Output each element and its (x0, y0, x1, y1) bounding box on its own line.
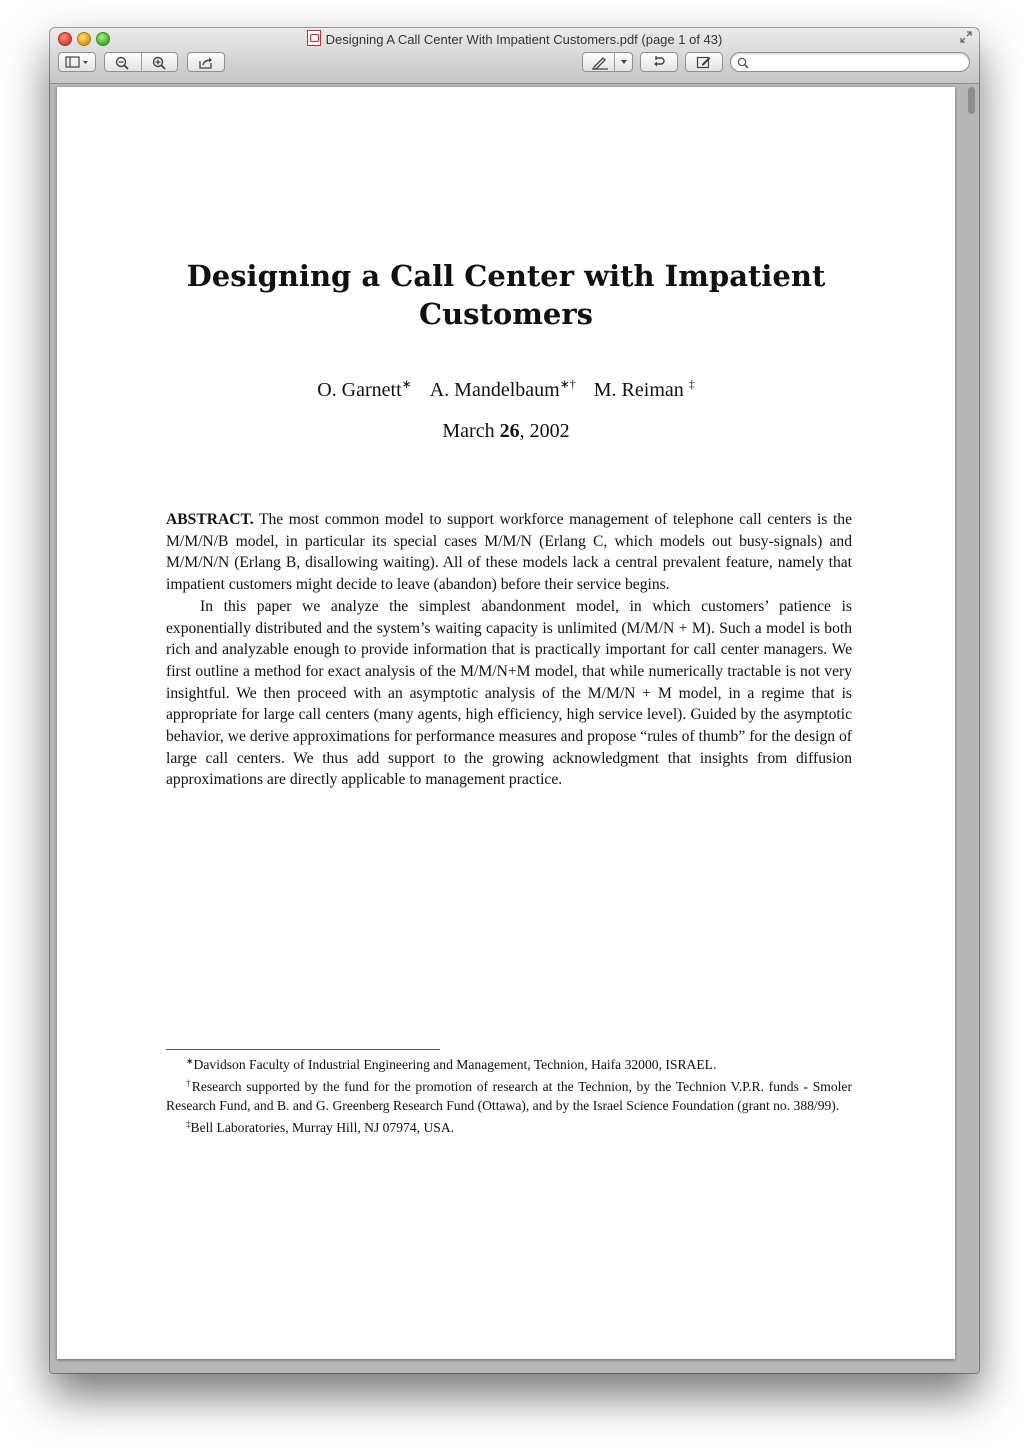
footnote-mark: ∗ (186, 1056, 194, 1066)
author-affiliation-mark: ∗ (401, 377, 412, 391)
zoom-control (104, 52, 178, 72)
author-list (57, 372, 955, 402)
paper-title (57, 257, 955, 333)
footnote-rule (166, 1049, 440, 1050)
annotate-control[interactable] (582, 52, 633, 72)
window-title-area (50, 30, 979, 48)
abstract-paragraph-1 (166, 509, 852, 596)
sidebar-icon (65, 56, 89, 68)
rotate-icon (652, 55, 666, 69)
author-affiliation-mark: ‡ (688, 377, 695, 391)
date-day: 26 (499, 420, 520, 442)
abstract-paragraph-2: In this paper we analyze the simplest abandonment model, in which customers’ patience is exponentially distributed and the system’s waiting capacity is unlimited (M/M/N + M). Such a model is both rich and analyzable enough to provide information that is practically important for call center managers. We first outline a method for exact analysis of the M/M/N+M model, that while numerically tractable is not very insightful. We then proceed with an asymptotic analysis of the M/M/N + M model, in a regime that is appropriate for large call centers (many agents, high efficiency, high service level). Guided by the asymptotic behavior, we derive approximations for performance measures and propose “rules of thumb” for the design of large call centers. We thus add support to the growing acknowledgment that insights from diffusion approximations are directly applicable to management practice. (166, 597, 852, 789)
search-input[interactable] (753, 55, 967, 71)
footnote-text: Davidson Faculty of Industrial Engineering and Management, Technion, Haifa 32000, ISRAEL. (193, 1057, 717, 1072)
abstract (166, 509, 852, 791)
zoom-in-icon[interactable] (152, 56, 166, 70)
document-viewport[interactable] (50, 84, 979, 1373)
paper-title-line-1: Designing a Call Center with Impatient (186, 259, 826, 293)
search-field[interactable] (730, 52, 970, 72)
abstract-text-1: The most common model to support workforce management of telephone call centers is the M/M/N/B model, in particular its special cases M/M/N (Erlang C, which models out busy-signals) and M/M/N/N (Erlang B, disallowing waiting). All of these models lack a central prevalent feature, namely that impatient customers might decide to leave (abandon) before their service begins. (166, 511, 853, 594)
footnote (166, 1052, 852, 1074)
edit-icon (696, 55, 712, 69)
footnote (166, 1115, 852, 1137)
preview-window (50, 28, 979, 1373)
rotate-button[interactable] (640, 52, 678, 72)
footnotes (166, 1052, 852, 1137)
footnote-text: Bell Laboratories, Murray Hill, NJ 07974, USA. (190, 1119, 455, 1135)
footnote-mark: ‡ (186, 1118, 191, 1129)
author-affiliation-mark: ∗† (559, 377, 576, 391)
author-name: O. Garnett (317, 379, 402, 401)
edit-toolbar-button[interactable] (685, 52, 723, 72)
author-name: A. Mandelbaum (429, 379, 560, 401)
sidebar-view-button[interactable] (58, 52, 96, 72)
date-year: , 2002 (519, 420, 570, 442)
chevron-down-icon[interactable] (619, 56, 629, 68)
pdf-page (57, 87, 955, 1359)
share-button[interactable] (187, 52, 225, 72)
paper-date (57, 419, 955, 443)
pen-icon (591, 56, 609, 70)
date-month: March (442, 420, 500, 442)
footnote (166, 1074, 852, 1115)
vertical-scrollbar[interactable] (965, 84, 977, 1370)
fullscreen-icon[interactable] (959, 31, 973, 45)
zoom-out-icon[interactable] (115, 56, 129, 70)
footnote-mark: † (186, 1078, 192, 1089)
author-name: M. Reiman (593, 379, 684, 401)
abstract-label: ABSTRACT. (166, 511, 254, 528)
pdf-file-icon (307, 30, 321, 46)
scrollbar-thumb[interactable] (968, 87, 975, 114)
search-icon (737, 56, 749, 74)
share-icon (198, 56, 214, 69)
title-bar (50, 28, 979, 84)
paper-title-line-2: Customers (419, 297, 593, 331)
window-title: Designing A Call Center With Impatient Customers.pdf (page 1 of 43) (325, 32, 723, 47)
footnote-text: Research supported by the fund for the promotion of research at the Technion, by the Technion V.P.R. funds - Smoler Research Fund, and B. and G. Greenberg Research Fund (Ottawa), and by the Israel Science Foundation (grant no. 388/99). (166, 1079, 852, 1113)
